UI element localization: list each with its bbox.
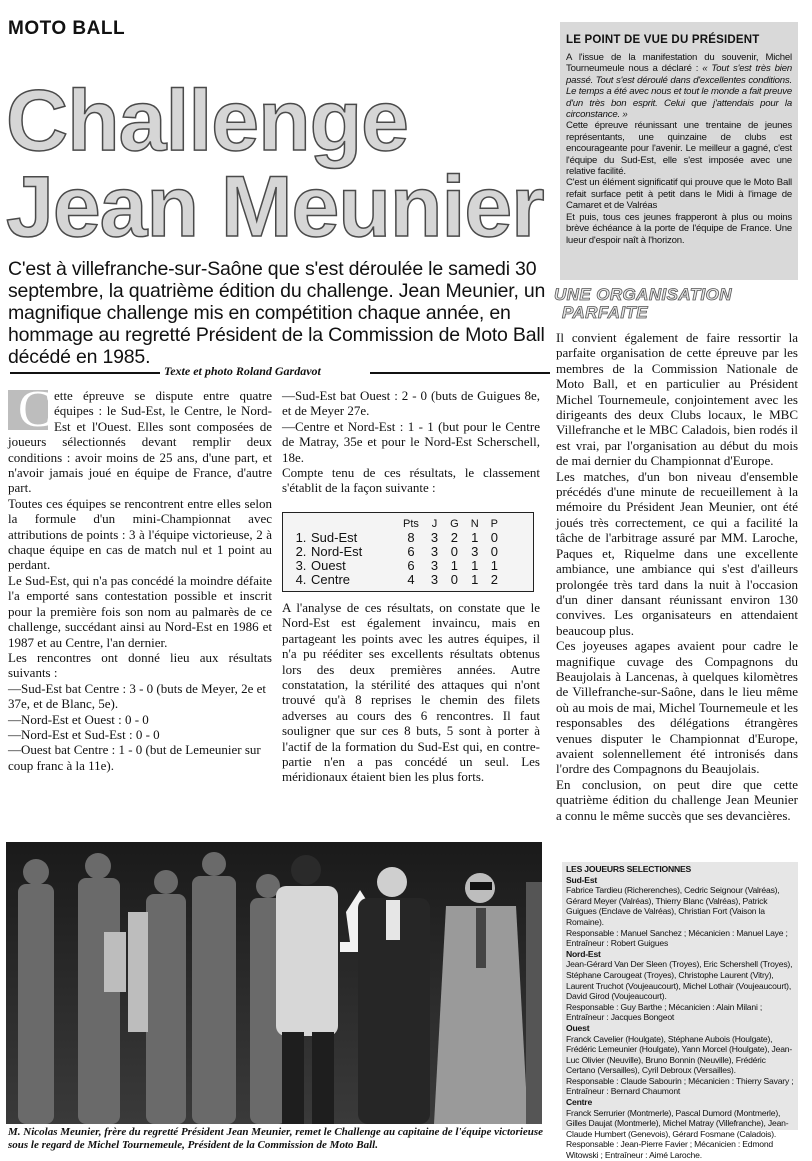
j-cell: 3 bbox=[430, 544, 439, 559]
pts-cell: 6 bbox=[407, 558, 415, 573]
standings-header-row bbox=[289, 517, 504, 531]
players-list bbox=[566, 864, 794, 1161]
team-cell: Ouest bbox=[311, 558, 346, 573]
result-line: —Nord-Est et Ouest : 0 - 0 bbox=[8, 711, 149, 727]
column1-paragraph: Les rencontres ont donné lieu aux résultats suivants : bbox=[8, 649, 272, 681]
pts-cell: 8 bbox=[407, 530, 415, 545]
team-staff: Responsable : Manuel Sanchez ; Mécanicien : Manuel Laye ; Entraîneur : Robert Guigues bbox=[566, 927, 788, 949]
result-line: —Nord-Est et Sud-Est : 0 - 0 bbox=[8, 726, 160, 742]
standings-table-box bbox=[282, 512, 534, 592]
column2-paragraph: A l'analyse de ces résultats, on constate que le Nord-Est est également invaincu, mais en partageant les points avec les autres équipes, il n'a pu rééditer ses excellents résultats obtenus lors des deux premières années. Autre constatation, la stérilité des attaques qui n'ont trouvé qu'à 8 reprises le chemin des filets adverses au cours des 6 rencontres. Il faut souligner que sur ces 8 buts, 5 sont à porter à l'actif de la formation du Sud-Est qui, en contre-partie n'en a pas concédé un seul. Les méridionaux étaient bien les plus forts. bbox=[282, 600, 540, 785]
sidebar-quote: « Tout s'est très bien passé. Tout s'est déroulé dans d'excellentes conditions. Le temps a été avec nous et tout le monde a fait preuve d'un très bon esprit. Celui que j'attendais pour la circonstance. » bbox=[566, 63, 792, 121]
result-line: —Sud-Est bat Centre : 3 - 0 (buts de Meyer, 2e et 37e, et de Blanc, 5e). bbox=[8, 680, 266, 712]
result-line: —Ouest bat Centre : 1 - 0 (but de Lemeunier sur coup franc à la 11e). bbox=[8, 742, 261, 773]
table-row bbox=[289, 573, 504, 587]
headline bbox=[6, 73, 546, 255]
team-cell: Sud-Est bbox=[311, 530, 358, 545]
article-column-1 bbox=[8, 381, 272, 773]
team-players: Fabrice Tardieu (Richerenches), Cedric Seignour (Valréas), Gérard Meyer (Valréas), Thierry Blanc (Valréas), Patrick Guigues (Enclave de Valréas), Christian Fort (Vaison la Romaine). bbox=[566, 885, 780, 927]
sidebar-paragraph: Cette épreuve réunissant une trentaine de jeunes représentants, une quinzaine de clubs est encourageante pour l'avenir. Le meilleur a gagné, c'est l'équipe du Sud-Est, elle s'est imposée avec une relative facilité. bbox=[566, 120, 792, 178]
sidebar-body bbox=[566, 52, 792, 246]
organisation-paragraph: Il convient également de faire ressortir la parfaite organisation de cette épreuve par les membres de la Commission Nationale de Moto Ball, et en particulier au Président Michel Tournemeule, conjointement avec les dirigeants des deux Clubs locaux, le MBC Villefranche et le MBC Caladois, bien rodés il est vrai, par l'organisation au début du mois de mai dernier du Championnat d'Europe. bbox=[556, 330, 798, 469]
byline bbox=[10, 364, 550, 380]
pts-cell: 4 bbox=[407, 572, 415, 587]
pts-cell: 6 bbox=[407, 544, 415, 559]
team-name: Sud-Est bbox=[566, 874, 598, 885]
standings-table bbox=[289, 517, 504, 587]
p-cell: 0 bbox=[490, 530, 498, 545]
byline-rule-right bbox=[370, 372, 550, 374]
j-cell: 3 bbox=[430, 558, 439, 573]
g-cell: 2 bbox=[450, 530, 459, 545]
rank-cell: 1. bbox=[295, 530, 307, 545]
team-name: Ouest bbox=[566, 1022, 590, 1033]
header-pts: Pts bbox=[403, 518, 419, 530]
team-name: Centre bbox=[566, 1097, 593, 1108]
team-name: Nord-Est bbox=[566, 948, 601, 959]
column1-paragraph: Le Sud-Est, qui n'a pas concédé la moindre défaite l'a emporté sans contestation possible et inscrit pour la première fois son nom au palmarès de ce challenge, succédant ainsi au Nord-Est en 1986 et 1987 et au Centre, l'an dernier. bbox=[8, 572, 272, 650]
header-n: N bbox=[470, 518, 479, 530]
organisation-title-line-2: PARFAITE bbox=[562, 303, 649, 322]
photo-illustration bbox=[6, 842, 542, 1124]
p-cell: 0 bbox=[490, 544, 498, 559]
team-staff: Responsable : Claude Sabourin ; Mécanicien : Thierry Savary ; Entraîneur : Bernard Chaumont bbox=[566, 1075, 794, 1097]
organisation-title-line-1: UNE ORGANISATION bbox=[554, 285, 732, 304]
header-p: P bbox=[490, 518, 498, 530]
j-cell: 3 bbox=[430, 530, 439, 545]
headline-line-2: Jean Meunier bbox=[6, 159, 544, 255]
team-staff: Responsable : Jean-Pierre Favier ; Mécanicien : Edmond Witowski ; Entraîneur : Aimé Laroche. bbox=[566, 1139, 774, 1161]
sidebar-title: LE POINT DE VUE DU PRÉSIDENT bbox=[566, 34, 760, 46]
g-cell: 0 bbox=[450, 544, 459, 559]
team-staff: Responsable : Guy Barthe ; Mécanicien : Alain Milani ; Entraîneur : Jacques Bongeot bbox=[566, 1001, 763, 1023]
column2-paragraph: Compte tenu de ces résultats, le classement s'établit de la façon suivante : bbox=[282, 465, 540, 496]
n-cell: 1 bbox=[471, 572, 479, 587]
j-cell: 3 bbox=[430, 572, 439, 587]
byline-text: Texte et photo Roland Gardavot bbox=[164, 364, 321, 378]
column1-paragraph: Toutes ces équipes se rencontrent entre elles selon la formule d'un mini-Championnat avec attributions de points : 3 à l'équipe victorieuse, 2 à chaque équipe en cas de match nul et 1 point au perdant. bbox=[8, 495, 272, 573]
sidebar-paragraph: C'est un élément significatif qui prouve que le Moto Ball refait surface petit à petit dans le Midi à l'image de Camaret et de Valréas bbox=[566, 177, 792, 212]
team-players: Franck Serrurier (Montmerle), Pascal Dumord (Montmerle), Gilles Daujat (Montmerle), Michel Matray (Villefranche), Jean-Claude Humbert (Genevois), Gérard Fosmane (Caladois). bbox=[566, 1107, 789, 1139]
column1-paragraph: ette épreuve se dispute entre quatre équipes : le Sud-Est, le Centre, le Nord-Est et l'Ouest. Elles sont composées de joueurs sélectionnés devant remplir deux conditions : avoir moins de 25 ans, d'une part, et n'avoir jamais joué en équipe de France, d'autre part. bbox=[8, 388, 272, 496]
n-cell: 3 bbox=[471, 544, 479, 559]
header-j: J bbox=[431, 518, 438, 530]
organisation-title bbox=[554, 286, 732, 322]
rank-cell: 2. bbox=[295, 544, 307, 559]
article-column-2-top bbox=[282, 388, 540, 496]
p-cell: 1 bbox=[490, 558, 498, 573]
g-cell: 1 bbox=[450, 558, 459, 573]
section-tag: MOTO BALL bbox=[8, 18, 126, 39]
ceremony-photo bbox=[6, 842, 542, 1124]
organisation-paragraph: Les matches, d'un bon niveau d'ensemble précédés d'une minute de recueillement à la mémoire du Président Jean Meunier, ont été joués très correctement, ce qui a facilité la tâche de l'arbitrage assuré par MM. Laroche, Paques et, Riquelme dans une excellente ambiance, une ambiance qui s'est d'ailleurs prolongée très tard dans la nuit à l'occasion d'un diner dansant réunissant environ 130 convives. Les organisateurs en attendaient beaucoup plus. bbox=[556, 468, 798, 638]
headline-line-1: Challenge bbox=[6, 73, 408, 169]
n-cell: 1 bbox=[471, 530, 479, 545]
team-cell: Nord-Est bbox=[311, 544, 363, 559]
byline-rule-left bbox=[10, 372, 160, 374]
players-title: LES JOUEURS SELECTIONNES bbox=[566, 864, 692, 874]
organisation-paragraph: En conclusion, on peut dire que cette quatrième édition du challenge Jean Meunier a connu le même succès que ses devancières. bbox=[556, 776, 798, 823]
intro-paragraph: C'est à villefranche-sur-Saône que s'est déroulée le samedi 30 septembre, la quatrième édition du challenge. Jean Meunier, un magnifique challenge mis en compétition chaque année, en hommage au regretté Président de la Commission de Moto Ball décédé en 1985. bbox=[8, 258, 546, 368]
team-players: Franck Cavelier (Houlgate), Stéphane Aubois (Houlgate), Frédéric Lemeunier (Houlgate), Yann Morcel (Houlgate), Jean-Luc Olivier (Neuville), Bruno Bonnin (Neuville), Frédéric Certano (Versailles), Cyril Debroux (Versailles). bbox=[566, 1033, 793, 1076]
header-g: G bbox=[450, 518, 459, 530]
drop-cap bbox=[8, 381, 53, 438]
table-row bbox=[289, 545, 504, 559]
g-cell: 0 bbox=[450, 572, 459, 587]
table-row bbox=[289, 559, 504, 573]
organisation-paragraph: Ces joyeuses agapes avaient pour cadre le magnifique cuvage des Compagnons du Beaujolais à Lancenas, à quelques kilomètres de Villefranche-sur-Saône, dans le lieu même où au mois de mai, Michel Tournemeule et les responsables des délégations étrangères venues disputer le Championnat d'Europe, avaient solennellement été intronisés dans l'ordre des Compagnons du Beaujolais. bbox=[556, 638, 798, 777]
drop-cap-letter: C bbox=[18, 381, 53, 438]
photo-caption: M. Nicolas Meunier, frère du regretté Président Jean Meunier, remet le Challenge au capitaine de l'équipe victorieuse sous le regard de Michel Tournemeule, Président de la Commission de Moto Ball. bbox=[8, 1126, 543, 1151]
sidebar-lead: A l'issue de la manifestation du souvenir, Michel Tourneumeule nous a déclaré : bbox=[566, 52, 792, 75]
sidebar-paragraph bbox=[566, 52, 792, 120]
n-cell: 1 bbox=[471, 558, 479, 573]
team-cell: Centre bbox=[311, 572, 351, 587]
rank-cell: 4. bbox=[295, 572, 307, 587]
p-cell: 2 bbox=[490, 572, 498, 587]
sidebar-paragraph: Et puis, tous ces jeunes frapperont à plus ou moins brève échéance à la porte de l'équipe de France. Une lueur d'espoir naît à l'horizon. bbox=[566, 211, 792, 246]
result-line: —Sud-Est bat Ouest : 2 - 0 (buts de Guigues 8e, et de Meyer 27e. bbox=[282, 388, 540, 419]
team-players: Jean-Gérard Van Der Sleen (Troyes), Eric Schershell (Troyes), Stéphane Carougeat (Troyes), Christophe Laurent (Vitry), Laurent Truchot (Voujeaucourt), Michel Lothair (Voujeaucourt), David Girod (Voujeaucourt). bbox=[566, 959, 793, 1002]
result-line: —Centre et Nord-Est : 1 - 1 (but pour le Centre de Matray, 35e et pour le Nord-Est Scherschell, 18e. bbox=[282, 418, 540, 465]
table-row bbox=[289, 531, 504, 545]
rank-cell: 3. bbox=[295, 558, 307, 573]
article-column-2-bottom bbox=[282, 600, 540, 785]
organisation-column bbox=[556, 330, 798, 823]
